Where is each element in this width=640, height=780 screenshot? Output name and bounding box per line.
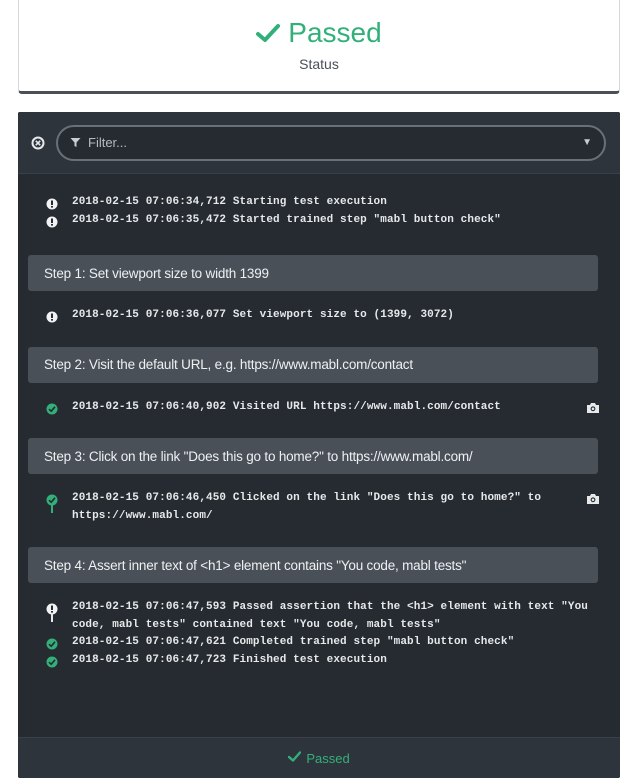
check-icon bbox=[288, 749, 301, 767]
status-title: Passed bbox=[288, 17, 382, 48]
log-entry-text: 2018-02-15 07:06:47,723 Finished test execution bbox=[72, 653, 387, 666]
log-entry bbox=[28, 599, 610, 634]
step-title: Step 1: Set viewport size to width 1399 bbox=[44, 265, 269, 281]
camera-icon[interactable] bbox=[586, 399, 602, 414]
log-entry bbox=[28, 307, 610, 325]
status-subtitle: Status bbox=[299, 56, 339, 72]
step-title: Step 4: Assert inner text of <h1> element contains "You code, mabl tests" bbox=[44, 557, 467, 573]
log-entry bbox=[28, 490, 610, 525]
success-icon bbox=[46, 490, 60, 507]
info-icon bbox=[46, 212, 60, 229]
log-entry bbox=[28, 212, 610, 230]
filter-bar bbox=[18, 112, 620, 174]
log-entry bbox=[28, 194, 610, 212]
execution-log-panel bbox=[18, 112, 620, 778]
log-entry-text: 2018-02-15 07:06:46,450 Clicked on the link "Does this go to home?" to https://www.mabl.com/ bbox=[72, 492, 548, 522]
chevron-down-icon[interactable]: ▼ bbox=[582, 137, 592, 148]
success-icon bbox=[46, 652, 60, 669]
camera-icon[interactable] bbox=[586, 490, 602, 505]
success-icon bbox=[46, 399, 60, 416]
filter-icon bbox=[70, 137, 81, 148]
info-icon bbox=[46, 307, 60, 324]
footer-status-label: Passed bbox=[306, 750, 350, 766]
filter-input[interactable] bbox=[86, 134, 574, 151]
log-entry-text: 2018-02-15 07:06:47,593 Passed assertion that the <h1> element with text "You code, mabl tests" contained text "You code, mabl tests" bbox=[72, 601, 595, 631]
status-card bbox=[18, 0, 620, 94]
log-entry-text: 2018-02-15 07:06:40,902 Visited URL https://www.mabl.com/contact bbox=[72, 400, 501, 413]
clear-filter-icon[interactable] bbox=[30, 135, 46, 151]
panel-footer bbox=[18, 737, 620, 778]
log-entry-text: 2018-02-15 07:06:35,472 Started trained step "mabl button check" bbox=[72, 213, 501, 226]
log-entry bbox=[28, 634, 610, 652]
step-header[interactable] bbox=[28, 438, 598, 474]
step-header[interactable] bbox=[28, 255, 598, 291]
success-icon bbox=[46, 634, 60, 651]
info-icon bbox=[46, 194, 60, 211]
log-entry-text: 2018-02-15 07:06:36,077 Set viewport size to (1399, 3072) bbox=[72, 309, 454, 321]
log-entry bbox=[28, 652, 610, 670]
log-entry-text: 2018-02-15 07:06:34,712 Starting test execution bbox=[72, 196, 387, 208]
step-header[interactable] bbox=[28, 547, 598, 583]
log-body bbox=[18, 174, 620, 669]
log-entry-text: 2018-02-15 07:06:47,621 Completed trained step "mabl button check" bbox=[72, 636, 515, 648]
step-title: Step 3: Click on the link "Does this go to home?" to https://www.mabl.com/ bbox=[44, 448, 473, 464]
check-icon bbox=[256, 23, 280, 43]
filter-select[interactable] bbox=[56, 125, 606, 161]
info-icon bbox=[46, 599, 60, 616]
step-title: Step 2: Visit the default URL, e.g. https://www.mabl.com/contact bbox=[44, 357, 413, 372]
log-entry bbox=[28, 399, 610, 417]
status-heading bbox=[19, 16, 619, 50]
step-header[interactable] bbox=[28, 347, 598, 383]
